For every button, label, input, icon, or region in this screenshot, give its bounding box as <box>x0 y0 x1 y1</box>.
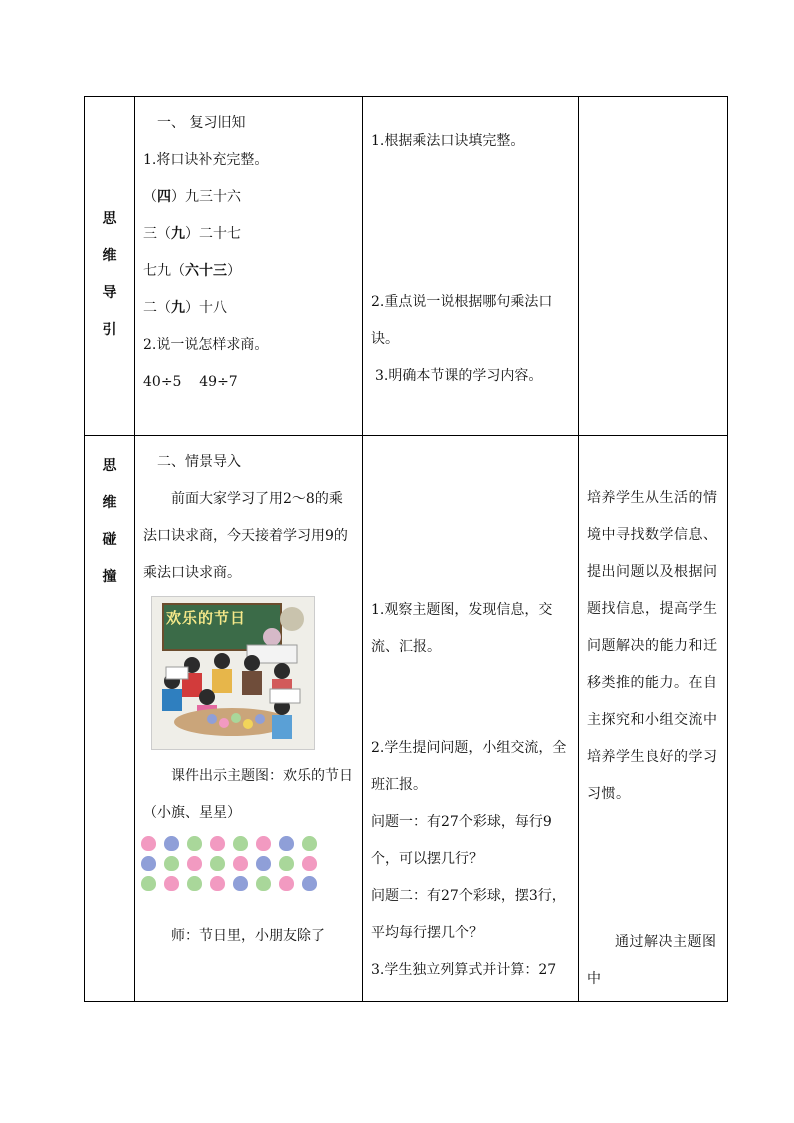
colored-ball <box>279 836 294 851</box>
stage-cell-2 <box>85 436 135 1002</box>
stage-cell-1 <box>85 97 135 436</box>
courseware-paragraph: 课件出示主题图：欢乐的节日（小旗、星星） <box>143 768 353 821</box>
stage-char: 引 <box>102 322 117 338</box>
stage-char: 维 <box>102 248 117 264</box>
section-heading: 二、情景导入 <box>157 454 241 470</box>
colored-ball <box>187 876 202 891</box>
stage-char: 撞 <box>102 569 117 585</box>
colored-ball <box>210 876 225 891</box>
colored-ball <box>256 856 271 871</box>
colored-ball <box>210 856 225 871</box>
student-activity-cell-2 <box>363 436 579 1002</box>
balls-row <box>141 876 351 896</box>
design-intent-cell-2 <box>579 436 728 1002</box>
section-row-2 <box>85 436 728 1002</box>
colored-ball <box>302 836 317 851</box>
lesson-plan-table <box>84 96 728 1002</box>
student-question: 问题一：有27个彩球，每行9个，可以摆几行？ <box>371 814 552 867</box>
stage-char: 思 <box>102 211 117 227</box>
colored-ball <box>233 856 248 871</box>
division-expressions: 40÷5 49÷7 <box>143 374 238 390</box>
colored-ball <box>233 836 248 851</box>
formula-line: 二（九）十八 <box>143 300 227 316</box>
colored-ball <box>187 836 202 851</box>
formula-line: （四）九三十六 <box>143 189 241 205</box>
student-activity: 3.明确本节课的学习内容。 <box>375 368 543 384</box>
colored-ball <box>164 836 179 851</box>
stage-char: 维 <box>102 495 117 511</box>
student-activity: 1.观察主题图，发现信息，交流、汇报。 <box>371 602 553 655</box>
student-question: 问题二：有27个彩球，摆3行，平均每行摆几个？ <box>371 888 566 941</box>
design-intent: 通过解决主题图中 <box>587 934 717 987</box>
design-intent: 培养学生从生活的情境中寻找数学信息、提出问题以及根据问题找信息，提高学生问题解决的能力和迁移类推的能力。在自主探究和小组交流中培养学生良好的学习习惯。 <box>587 490 718 802</box>
review-item: 2.说一说怎样求商。 <box>143 337 269 353</box>
colored-ball <box>279 856 294 871</box>
colored-ball <box>187 856 202 871</box>
formula-line: 三（九）二十七 <box>143 226 241 242</box>
balls-row <box>141 836 351 856</box>
colored-ball <box>141 836 156 851</box>
colored-ball <box>279 876 294 891</box>
student-activity: 1.根据乘法口诀填完整。 <box>371 133 525 149</box>
colored-ball <box>141 856 156 871</box>
theme-illustration <box>151 596 315 750</box>
intro-paragraph: 前面大家学习了用2～8的乘法口诀求商，今天接着学习用9的乘法口诀求商。 <box>143 491 348 581</box>
chalkboard-title: 欢乐的节日 <box>166 609 247 627</box>
stage-char: 导 <box>102 285 117 301</box>
colored-ball <box>141 876 156 891</box>
review-item: 1.将口诀补充完整。 <box>143 152 269 168</box>
colored-ball <box>302 856 317 871</box>
classroom-scene-graphic <box>152 597 314 749</box>
colored-ball <box>164 876 179 891</box>
colored-ball <box>256 876 271 891</box>
colored-ball <box>210 836 225 851</box>
teacher-activity-cell-1 <box>135 97 363 436</box>
student-activity: 3.学生独立列算式并计算：27 <box>371 962 557 978</box>
student-activity: 2.重点说一说根据哪句乘法口诀。 <box>371 294 553 347</box>
colored-ball <box>164 856 179 871</box>
formula-line: 七九（六十三） <box>143 263 241 279</box>
student-activity-cell-1 <box>363 97 579 436</box>
teacher-activity-cell-2 <box>135 436 363 1002</box>
section-row-1 <box>85 97 728 436</box>
colored-balls-grid <box>141 836 351 896</box>
colored-ball <box>302 876 317 891</box>
colored-ball <box>256 836 271 851</box>
stage-char: 碰 <box>102 532 117 548</box>
stage-char: 思 <box>102 458 117 474</box>
student-activity: 2.学生提问问题，小组交流，全班汇报。 <box>371 740 567 793</box>
teacher-paragraph: 师：节日里，小朋友除了 <box>171 928 325 944</box>
colored-ball <box>233 876 248 891</box>
design-intent-cell-1 <box>579 97 728 436</box>
section-heading: 一、 复习旧知 <box>157 115 246 131</box>
balls-row <box>141 856 351 876</box>
